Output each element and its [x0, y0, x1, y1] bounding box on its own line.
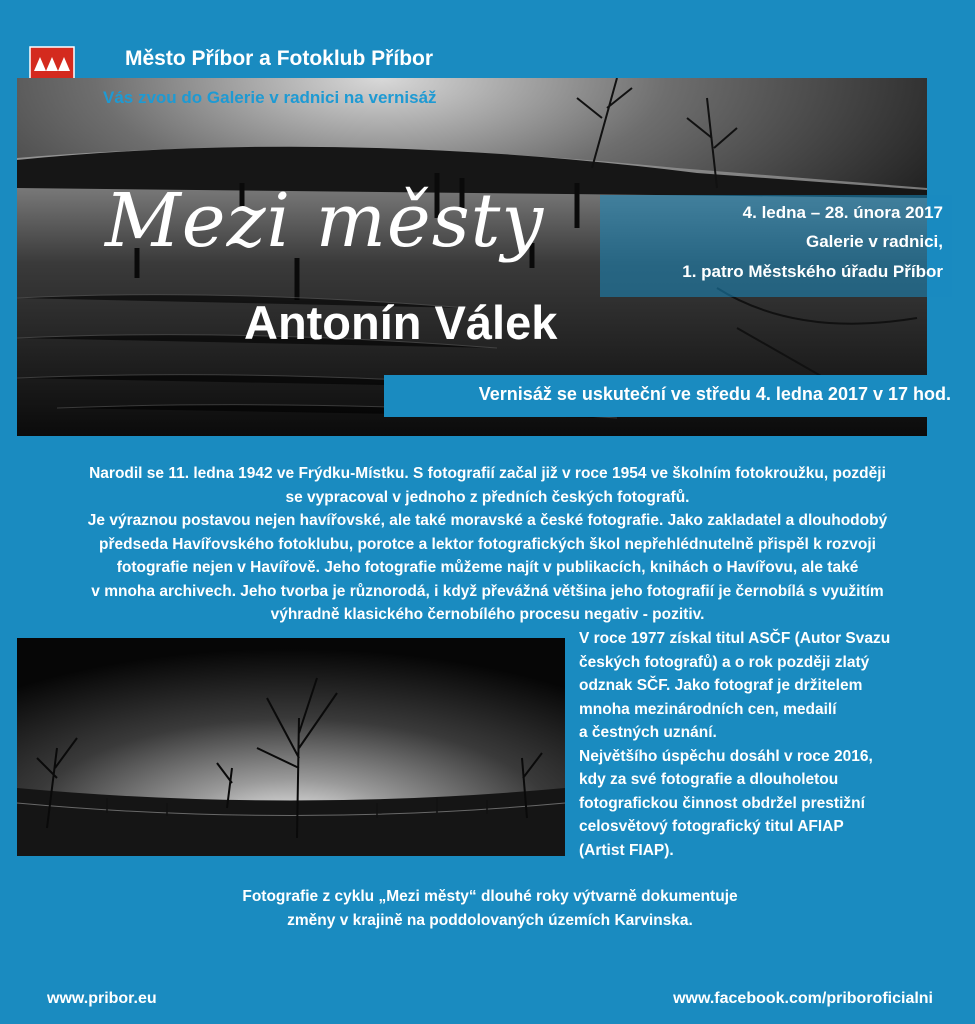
lower-landscape-photo: [17, 638, 565, 856]
bio-line: se vypracoval v jednoho z předních českých fotografů.: [285, 488, 690, 506]
awards-line: kdy za své fotografie a dlouholetou: [579, 771, 839, 788]
awards-line: mnoha mezinárodních cen, medailí: [579, 700, 837, 718]
vernissage-text: Vernisáž se uskuteční ve středu 4. ledna 2017 v 17 hod.: [478, 384, 951, 404]
artist-name: Antonín Válek: [244, 296, 558, 349]
bio-intro: [25, 462, 950, 627]
cycle-line: Fotografie z cyklu „Mezi městy“ dlouhé roky výtvarně dokumentuje: [242, 888, 738, 905]
bio-line: Je výraznou postavou nejen havířovské, ale také moravské a české fotografie. Jako zakladatel a dlouhodobý: [87, 512, 888, 529]
cycle-line: změny v krajině na poddolovaných územích Karvinska.: [287, 911, 693, 929]
bio-line: v mnoha archivech. Jeho tvorba je různorodá, i když převážná většina jeho fotografií je černobílá s využitím: [91, 582, 884, 600]
bio-line: výhradně klasického černobílého procesu negativ - pozitiv.: [270, 606, 705, 623]
awards-line: (Artist FIAP).: [579, 841, 674, 859]
gallery-name: Galerie v radnici,: [805, 232, 943, 251]
invitation-line: Vás zvou do Galerie v radnici na vernisáž: [103, 88, 437, 107]
bio-line: Narodil se 11. ledna 1942 ve Frýdku-Místku. S fotografií začal již v roce 1954 ve školním fotokroužku, později: [89, 465, 886, 482]
awards-line: V roce 1977 získal titul ASČF (Autor Svazu: [579, 630, 891, 647]
bio-awards: [579, 627, 929, 862]
bio-line: fotografie nejen v Havířově. Jeho fotografie můžeme najít v publikacích, knihách o Havířovu, ale také: [116, 559, 859, 576]
website-link[interactable]: www.pribor.eu: [47, 990, 157, 1007]
gallery-location: 1. patro Městského úřadu Příbor: [682, 262, 943, 281]
awards-line: Největšího úspěchu dosáhl v roce 2016,: [579, 747, 873, 765]
awards-line: fotografickou činnost obdržel prestižní: [579, 794, 865, 812]
organizer-title: Město Příbor a Fotoklub Příbor: [125, 47, 434, 70]
exhibition-date-range: 4. ledna – 28. února 2017: [742, 203, 943, 222]
awards-line: a čestných uznání.: [579, 724, 717, 741]
awards-line: celosvětový fotografický titul AFIAP: [579, 818, 844, 835]
awards-line: českých fotografů) a o rok později zlatý: [579, 653, 870, 671]
awards-line: odznak SČF. Jako fotograf je držitelem: [579, 677, 863, 694]
cycle-note: [140, 885, 840, 932]
bio-line: předseda Havířovského fotoklubu, porotce a lektor fotografických škol nepřehlédnutelně přispěl k rozvoji: [99, 535, 876, 553]
exhibition-title: Mezi městy: [105, 178, 545, 264]
facebook-link[interactable]: www.facebook.com/priboroficialni: [673, 990, 933, 1007]
